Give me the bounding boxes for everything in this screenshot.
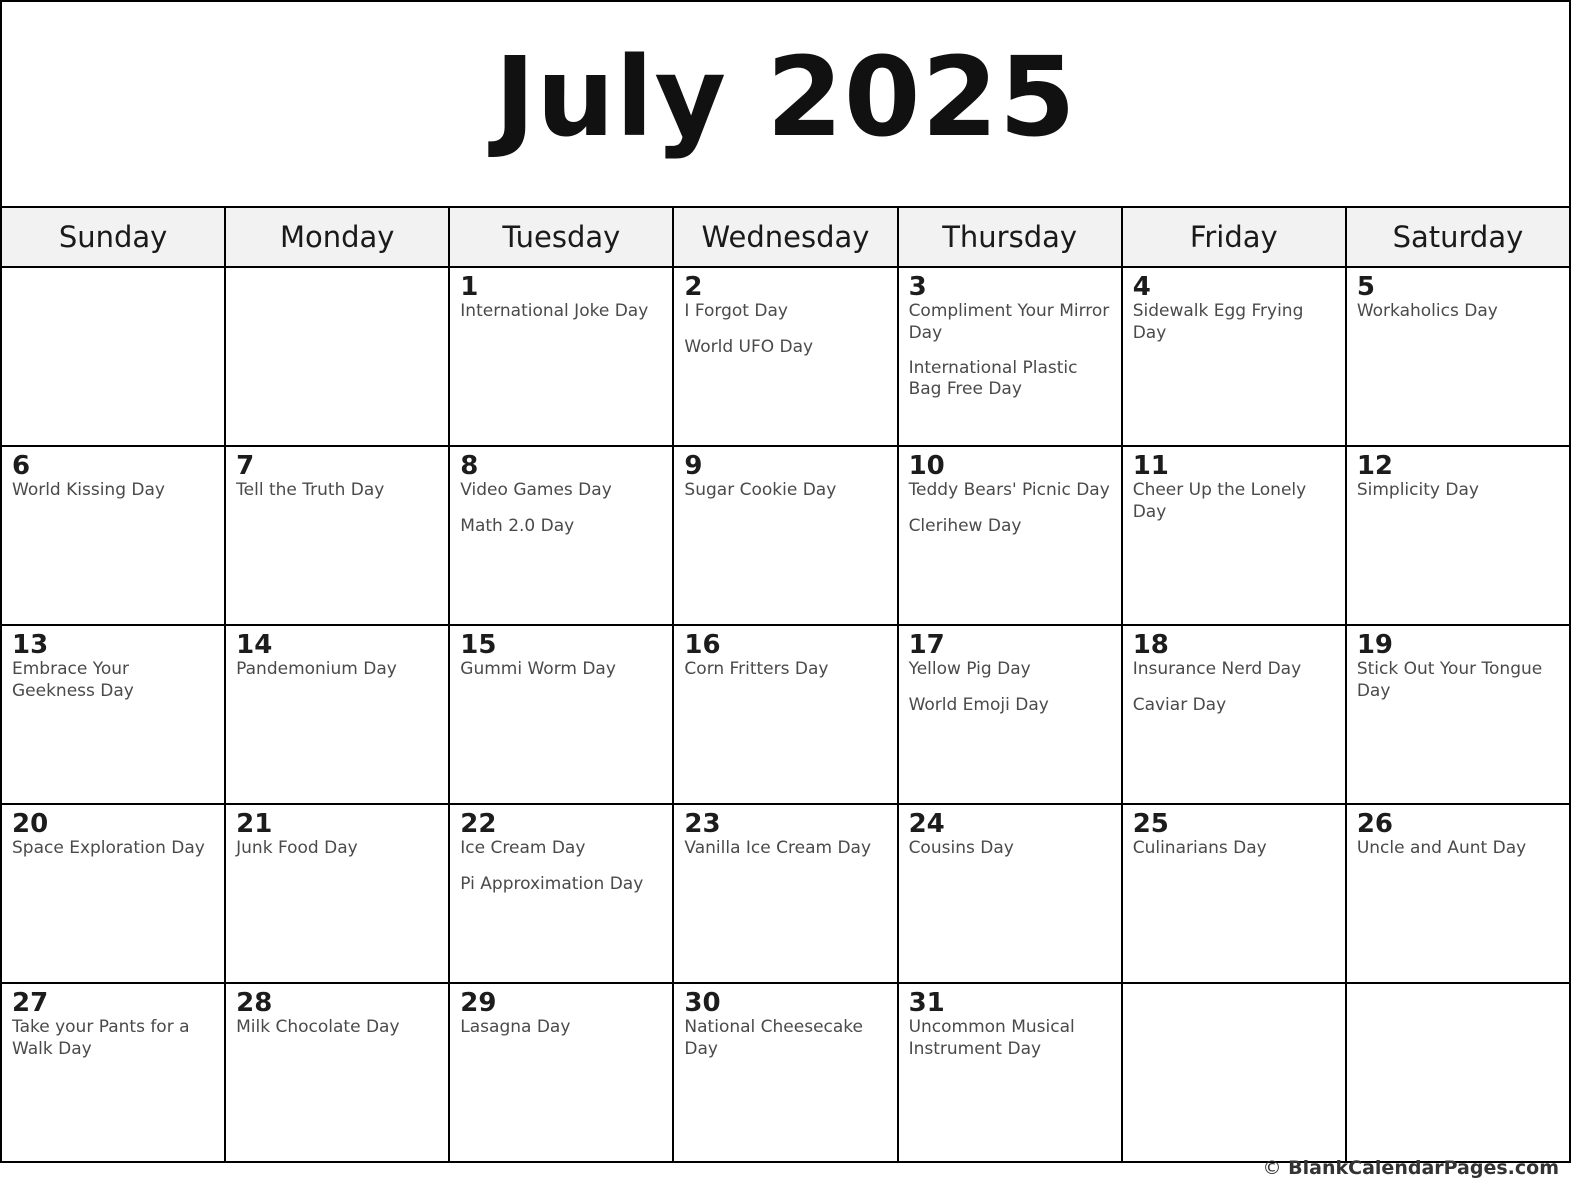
day-events — [1123, 659, 1345, 716]
page-title: July 2025 — [494, 33, 1077, 161]
calendar-week-row — [1, 446, 1570, 625]
calendar-cell-day[interactable] — [1, 446, 225, 625]
day-event: World Emoji Day — [908, 694, 1049, 715]
day-number — [1123, 984, 1345, 990]
day-number: 18 — [1132, 630, 1169, 660]
day-event: World Kissing Day — [12, 480, 165, 501]
day-events — [226, 838, 448, 859]
day-event: Corn Fritters Day — [684, 659, 829, 680]
day-event: Sugar Cookie Day — [684, 480, 837, 501]
day-number — [226, 268, 448, 274]
calendar-cell-day[interactable] — [673, 267, 897, 446]
day-event: Simplicity Day — [1356, 480, 1479, 501]
calendar-cell-day[interactable] — [1346, 804, 1570, 983]
weekday-header-monday: Monday — [225, 207, 449, 267]
calendar-cell-day[interactable] — [898, 267, 1122, 446]
day-events — [674, 1017, 896, 1060]
day-events — [226, 1017, 448, 1038]
calendar-cell-day[interactable] — [449, 267, 673, 446]
day-events — [226, 659, 448, 680]
calendar-cell-day[interactable] — [225, 804, 449, 983]
calendar-cell-day[interactable] — [898, 446, 1122, 625]
weekday-header-wednesday: Wednesday — [673, 207, 897, 267]
day-number: 21 — [236, 809, 273, 839]
day-event: Embrace Your Geekness Day — [12, 659, 134, 701]
day-events — [674, 659, 896, 680]
day-number: 12 — [1356, 451, 1394, 481]
day-event: National Cheesecake Day — [684, 1017, 864, 1059]
day-number: 9 — [684, 451, 703, 481]
day-event: Math 2.0 Day — [460, 515, 575, 536]
day-number: 15 — [460, 630, 497, 660]
day-event: Tell the Truth Day — [236, 480, 385, 501]
day-event: Yellow Pig Day — [908, 659, 1031, 680]
calendar-cell-empty — [1346, 983, 1570, 1162]
day-event: Pi Approximation Day — [460, 873, 644, 894]
weekday-header-friday: Friday — [1122, 207, 1346, 267]
calendar-cell-day[interactable] — [898, 983, 1122, 1162]
day-events — [226, 480, 448, 501]
day-events — [899, 301, 1121, 400]
footer-credit — [1263, 1157, 1559, 1179]
calendar-cell-empty — [1, 267, 225, 446]
day-events — [450, 1017, 672, 1038]
day-event: Compliment Your Mirror Day — [908, 301, 1110, 343]
day-events — [1347, 659, 1569, 702]
day-event: International Plastic Bag Free Day — [908, 357, 1078, 400]
weekday-header-thursday: Thursday — [898, 207, 1122, 267]
day-event: Caviar Day — [1132, 694, 1227, 715]
day-number: 1 — [460, 272, 479, 302]
day-events — [2, 1017, 224, 1060]
day-event: Video Games Day — [460, 480, 612, 501]
day-number: 27 — [12, 988, 49, 1018]
day-events — [899, 838, 1121, 859]
day-number: 22 — [460, 809, 497, 839]
weekday-header-sunday: Sunday — [1, 207, 225, 267]
calendar-cell-day[interactable] — [449, 446, 673, 625]
calendar-cell-day[interactable] — [1122, 804, 1346, 983]
day-number: 7 — [236, 451, 255, 481]
day-events — [674, 838, 896, 859]
calendar-cell-day[interactable] — [673, 983, 897, 1162]
day-event: Uncle and Aunt Day — [1356, 838, 1527, 859]
day-event: Vanilla Ice Cream Day — [684, 838, 872, 859]
day-event: Pandemonium Day — [236, 659, 397, 680]
calendar-cell-day[interactable] — [1346, 625, 1570, 804]
calendar-cell-day[interactable] — [673, 625, 897, 804]
day-events — [1123, 838, 1345, 859]
calendar-cell-day[interactable] — [449, 804, 673, 983]
calendar-week-row — [1, 983, 1570, 1162]
day-number: 5 — [1356, 272, 1375, 302]
calendar-cell-day[interactable] — [673, 446, 897, 625]
day-event: I Forgot Day — [684, 301, 788, 322]
day-event: World UFO Day — [684, 336, 814, 357]
calendar-cell-day[interactable] — [225, 983, 449, 1162]
day-number: 13 — [12, 630, 49, 660]
day-events — [450, 659, 672, 680]
day-number: 23 — [684, 809, 721, 839]
day-number: 14 — [236, 630, 273, 660]
day-number: 4 — [1132, 272, 1151, 302]
day-events — [1123, 480, 1345, 523]
day-event: Teddy Bears' Picnic Day — [908, 480, 1110, 501]
calendar-cell-day[interactable] — [898, 625, 1122, 804]
day-number: 6 — [12, 451, 31, 481]
calendar-cell-day[interactable] — [1122, 446, 1346, 625]
day-event: Cousins Day — [908, 838, 1014, 859]
calendar-cell-day[interactable] — [449, 625, 673, 804]
calendar-cell-day[interactable] — [1122, 625, 1346, 804]
calendar-cell-day[interactable] — [1122, 267, 1346, 446]
day-number: 3 — [908, 272, 927, 302]
calendar-cell-day[interactable] — [1, 983, 225, 1162]
footer-site-name: BlankCalendarPages.com — [1288, 1157, 1559, 1179]
day-number — [1347, 984, 1569, 990]
day-event: Insurance Nerd Day — [1132, 659, 1302, 680]
day-number: 16 — [684, 630, 721, 660]
day-event: Lasagna Day — [460, 1017, 571, 1038]
day-number: 30 — [684, 988, 721, 1018]
day-number: 26 — [1356, 809, 1394, 839]
day-event: Culinarians Day — [1132, 838, 1267, 859]
calendar-body — [1, 267, 1570, 1162]
day-event: Ice Cream Day — [460, 838, 586, 859]
day-number: 17 — [908, 630, 945, 660]
day-events — [1347, 838, 1569, 859]
day-events — [2, 838, 224, 859]
calendar-cell-day[interactable] — [225, 625, 449, 804]
day-event: Space Exploration Day — [12, 838, 205, 859]
day-events — [899, 1017, 1121, 1060]
calendar-title-bar — [0, 0, 1571, 206]
copyright-icon: © — [1262, 1157, 1282, 1179]
day-event: Junk Food Day — [236, 838, 358, 859]
calendar-grid — [0, 206, 1571, 1163]
day-events — [1347, 301, 1569, 322]
calendar-cell-day[interactable] — [1, 804, 225, 983]
day-number: 19 — [1356, 630, 1394, 660]
day-event: Stick Out Your Tongue Day — [1356, 659, 1543, 701]
day-events — [899, 480, 1121, 537]
day-events — [899, 659, 1121, 716]
day-event: Uncommon Musical Instrument Day — [908, 1017, 1075, 1059]
day-events — [674, 480, 896, 501]
day-number: 28 — [236, 988, 273, 1018]
calendar-cell-empty — [1122, 983, 1346, 1162]
day-event: Workaholics Day — [1356, 301, 1498, 322]
weekday-header-row — [1, 207, 1570, 267]
day-events — [450, 301, 672, 322]
day-events — [2, 480, 224, 501]
day-number: 8 — [460, 451, 479, 481]
day-number: 24 — [908, 809, 945, 839]
day-event: Take your Pants for a Walk Day — [12, 1017, 190, 1059]
day-events — [2, 659, 224, 702]
day-number: 20 — [12, 809, 49, 839]
day-event: Milk Chocolate Day — [236, 1017, 400, 1038]
day-number: 11 — [1132, 451, 1169, 481]
calendar-cell-day[interactable] — [1, 625, 225, 804]
day-event: International Joke Day — [460, 301, 649, 322]
day-event: Sidewalk Egg Frying Day — [1132, 301, 1304, 343]
weekday-header-tuesday: Tuesday — [449, 207, 673, 267]
calendar-cell-day[interactable] — [1346, 446, 1570, 625]
day-number — [2, 268, 224, 274]
calendar-week-row — [1, 267, 1570, 446]
day-events — [1123, 301, 1345, 344]
day-events — [1347, 480, 1569, 501]
day-number: 31 — [908, 988, 945, 1018]
calendar-cell-day[interactable] — [449, 983, 673, 1162]
calendar-week-row — [1, 804, 1570, 983]
calendar-cell-day[interactable] — [225, 446, 449, 625]
day-number: 10 — [908, 451, 945, 481]
day-events — [674, 301, 896, 358]
day-number: 25 — [1132, 809, 1169, 839]
calendar-cell-day[interactable] — [1346, 267, 1570, 446]
day-events — [450, 480, 672, 537]
calendar-cell-day[interactable] — [898, 804, 1122, 983]
calendar-week-row — [1, 625, 1570, 804]
calendar-cell-day[interactable] — [673, 804, 897, 983]
day-event: Cheer Up the Lonely Day — [1132, 480, 1307, 522]
calendar-cell-empty — [225, 267, 449, 446]
day-event: Gummi Worm Day — [460, 659, 616, 680]
day-number: 2 — [684, 272, 703, 302]
day-number: 29 — [460, 988, 497, 1018]
weekday-header-saturday: Saturday — [1346, 207, 1570, 267]
day-event: Clerihew Day — [908, 515, 1022, 536]
day-events — [450, 838, 672, 895]
